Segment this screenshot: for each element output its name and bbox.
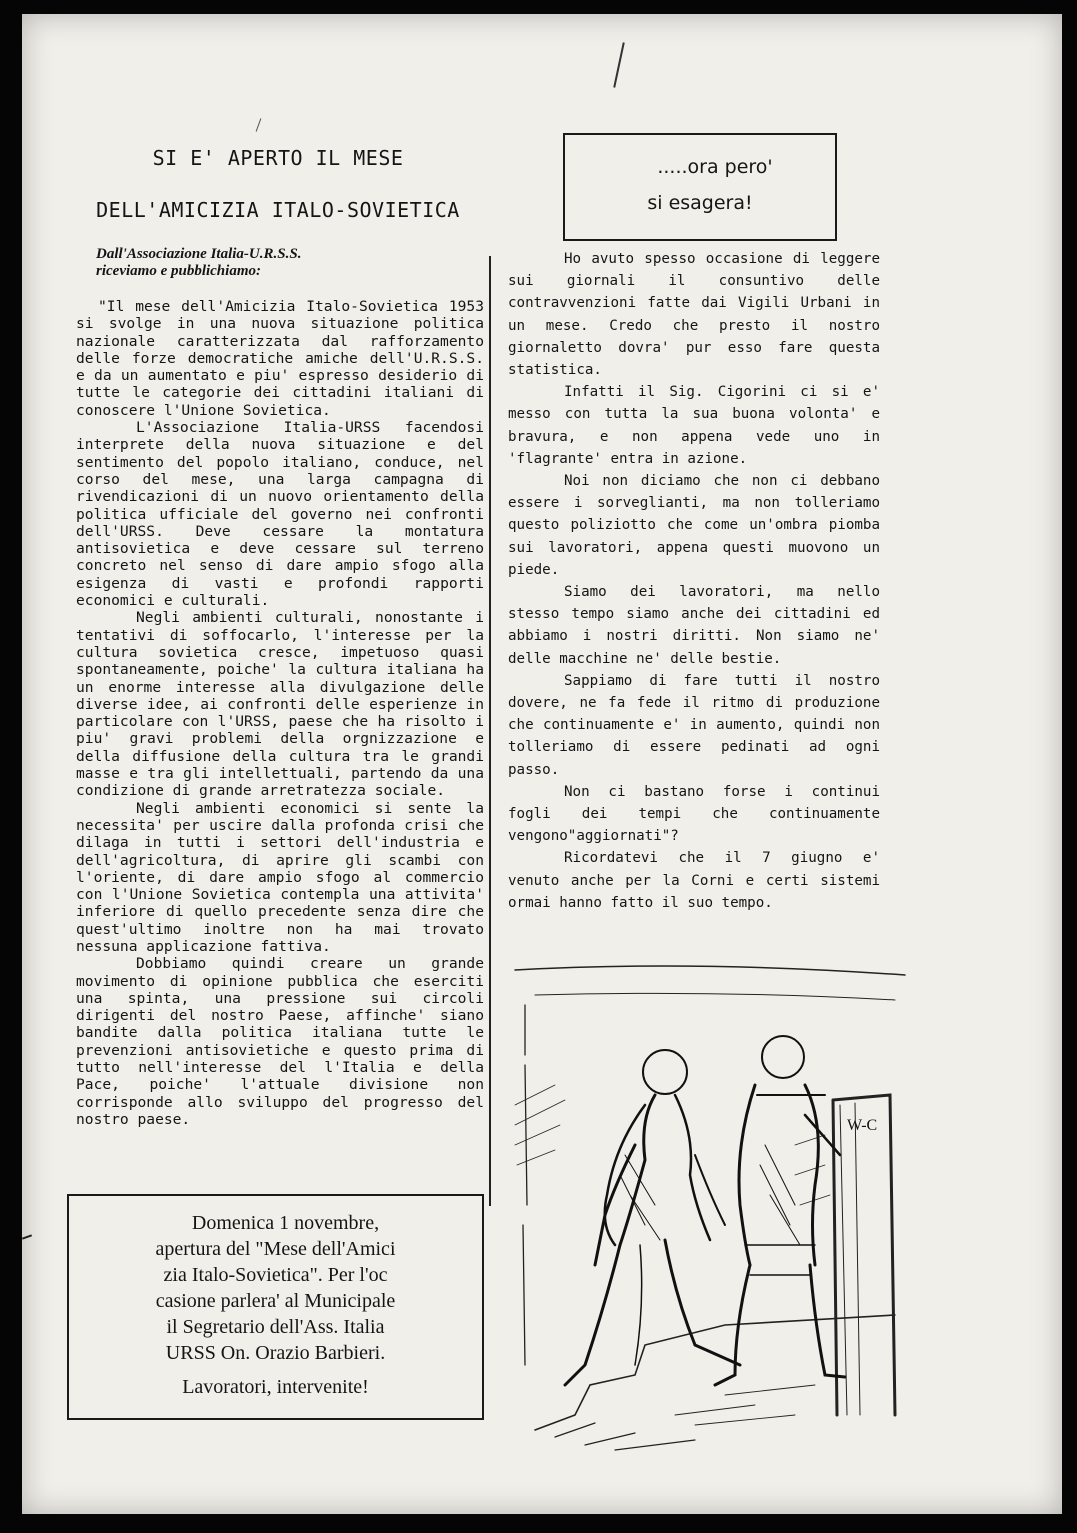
letter-paragraph: Noi non diciamo che non ci debbano essere i sorveglianti, ma non tolleriamo questo poliziotto che come un'ombra piomba sui lavoratori, appena questi muovono un piede.	[508, 473, 880, 578]
intro-line-2: riceviamo e pubblichiamo:	[96, 263, 261, 279]
cartoon-figure-worker	[715, 1036, 845, 1385]
letter-paragraph: Siamo dei lavoratori, ma nello stesso tempo siamo anche dei cittadini ed abbiamo i nostri diritti. Non siamo ne' delle macchine ne' delle bestie.	[508, 584, 880, 667]
notice-line: casione parlera' al Municipale	[155, 1290, 396, 1312]
headline-line-2: DELL'AMICIZIA ITALO-SOVIETICA	[96, 198, 460, 222]
notice-line: zia Italo-Sovietica". Per l'oc	[163, 1264, 388, 1286]
sidebar-box-line-2: si esagera!	[647, 192, 753, 214]
cartoon-illustration	[495, 945, 915, 1465]
letter-body	[508, 248, 880, 914]
letter-paragraph: Ricordatevi che il 7 giugno e' venuto anche per la Corni e certi sistemi ormai hanno fatto il suo tempo.	[508, 850, 880, 911]
notice-line: Domenica 1 novembre,	[191, 1212, 380, 1234]
cartoon-figure-inspector	[565, 1050, 740, 1385]
article-headline	[78, 132, 478, 236]
notice-call-to-action: Lavoratori, intervenite!	[182, 1376, 369, 1398]
article-paragraph: Negli ambienti culturali, nonostante i tentativi di soffocarlo, l'interesse per la cultura sovietica cresce, impetuoso quasi spontaneamente, poiche' la cultura italiana ha un enorme interesse alla divulgazione delle diverse idee, ai confronti delle esperienze in particolare con l'URSS, paese che ha risolto i piu' gravi problemi della orgnizzazione e della diffusione della cultura tra le grandi masse e tra gli intellettuali, partendo da una condizione di grande arretratezza sociale.	[76, 609, 484, 800]
article-intro	[96, 246, 484, 280]
headline-line-1: SI E' APERTO IL MESE	[152, 146, 404, 170]
sidebar-box-line-1: .....ora pero'	[657, 156, 773, 178]
letter-paragraph: Sappiamo di fare tutti il nostro dovere, ne fa fede il ritmo di produzione che continuamente e' in aumento, quindi non tolleriamo di essere pedinati ad ogni passo.	[508, 672, 880, 778]
notice-line: il Segretario dell'Ass. Italia	[166, 1316, 385, 1338]
notice-line: URSS On. Orazio Barbieri.	[165, 1342, 386, 1364]
sidebar-box	[563, 133, 837, 241]
letter-paragraph: Infatti il Sig. Cigorini ci si e' messo con tutta la sua buona volonta' e bravura, e non appena vede uno in 'flagrante' entra in azione.	[508, 384, 880, 467]
letter-paragraph: Ho avuto spesso occasione di leggere sui giornali il consuntivo delle contravvenzioni fatte dai Vigili Urbani in un mese. Credo che presto il nostro giornaletto dovra' pur esso fare questa statistica.	[508, 251, 880, 379]
column-divider	[489, 256, 491, 1206]
letter-paragraph: Non ci bastano forse i continui fogli dei tempi che continuamente vengono"aggiornati"?	[508, 783, 880, 845]
intro-line-1: Dall'Associazione Italia-U.R.S.S.	[96, 246, 302, 262]
door-sign-label: W-C	[847, 1117, 878, 1134]
article-paragraph: Negli ambienti economici si sente la necessita' per uscire dalla profonda crisi che dilaga in tutti i settori dell'industria e dell'agricoltura, di aprire gli scambi con l'oriente, di dare ampio sfogo al commercio con l'Unione Sovietica contempla una attivita' inferiore di quello precedente senza dire che quest'ultimo inoltre non ha mai trovato nessuna applicazione fattiva.	[76, 799, 484, 955]
article-paragraph: Dobbiamo quindi creare un grande movimento di opinione pubblica che eserciti una spinta, una pressione sui circoli dirigenti del nostro Paese, affinche' siano bandite dalla politica italiana tutte le prevenzioni antisovietiche e questo prima di tutto nell'interesse del l'Italia e della Pace, poiche' l'attuale divisione non corrisponde allo sviluppo del progresso del nostro paese.	[76, 955, 484, 1128]
article-paragraph: L'Associazione Italia-URSS facendosi interprete della nuova situazione e del sentimento del popolo italiano, conduce, nel corso del mese, una larga campagna di rivendicazioni di un nuovo orientamento della politica ufficiale del governo nei confronti dell'URSS. Deve cessare la montatura antisovietica e deve cessare sul terreno concreto nel senso di dare ampio sfogo alla esigenza di vasti e profondi rapporti economici e culturali.	[76, 419, 484, 610]
article-paragraph: "Il mese dell'Amicizia Italo-Sovietica 1953 si svolge in una nuova situazione politica nazionale caratterizzata dal rafforzamento delle forze democratiche amiche dell'U.R.S.S. e da un aumentato e piu' espresso desiderio di tutte le categorie dei cittadini italiani di conoscere l'Unione Sovietica.	[76, 298, 484, 419]
notice-line: apertura del "Mese dell'Amici	[155, 1238, 396, 1260]
event-notice-box	[67, 1194, 484, 1420]
article-body	[76, 246, 484, 1128]
